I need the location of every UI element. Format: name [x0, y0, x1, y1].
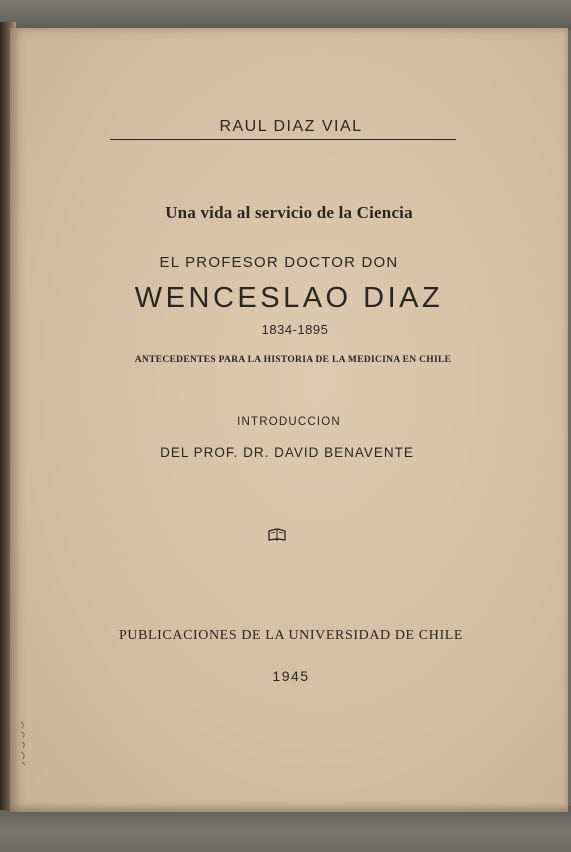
- background-surface-bottom: [0, 806, 571, 852]
- book-emblem-icon: [268, 528, 286, 542]
- introduction-label: INTRODUCCION: [237, 416, 341, 428]
- author-rule: [110, 139, 456, 140]
- author-name: RAUL DIAZ VIAL: [219, 118, 363, 135]
- pencil-annotation: [18, 718, 30, 768]
- life-dates: 1834-1895: [261, 322, 329, 337]
- antecedentes-line: ANTECEDENTES PARA LA HISTORIA DE LA MEDICINA EN CHILE: [134, 355, 452, 365]
- background-surface-top: [0, 0, 571, 30]
- introduction-author: DEL PROF. DR. DAVID BENAVENTE: [160, 445, 414, 460]
- title-page: [10, 28, 568, 812]
- book-subtitle: Una vida al servicio de la Ciencia: [165, 203, 413, 222]
- book-title-name: WENCESLAO DIAZ: [134, 282, 444, 314]
- name-prefix: EL PROFESOR DOCTOR DON: [159, 254, 399, 271]
- publisher-line: PUBLICACIONES DE LA UNIVERSIDAD DE CHILE: [118, 628, 464, 643]
- publication-year: 1945: [272, 668, 310, 684]
